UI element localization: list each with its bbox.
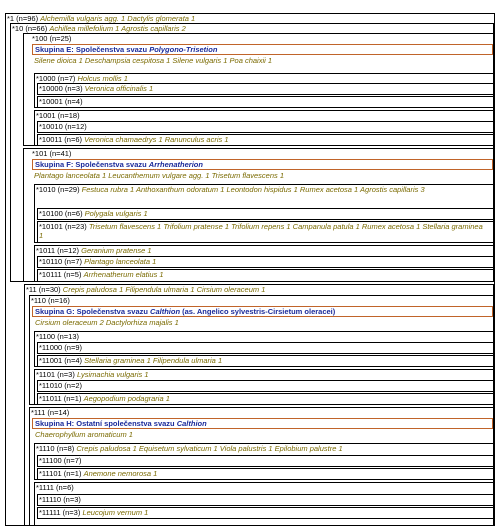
node-11100-id: *11100 (n=7) xyxy=(39,456,82,465)
node-11101-id: *11101 (n=1) xyxy=(39,469,82,478)
node-10100-species: Polygala vulgaris 1 xyxy=(84,209,148,218)
node-11011-species: Aegopodium podagraria 1 xyxy=(83,394,170,403)
group-e-label: Skupina E: Společenstva svazu xyxy=(35,45,150,54)
node-10110-species: Plantago lanceolata 1 xyxy=(84,257,157,266)
group-g-label: Skupina G: Společenstva svazu xyxy=(35,307,151,316)
node-101-id: *101 (n=41) xyxy=(32,149,72,158)
node-10111 xyxy=(37,269,494,282)
group-e-species: Silene dioica 1 Deschampsia cespitosa 1 Silene vulgaris 1 Poa chaixii 1 xyxy=(34,56,273,65)
node-10-id: *10 (n=66) xyxy=(12,24,48,33)
node-1110-id: *1110 (n=8) xyxy=(36,444,75,453)
node-1011-id: *1011 (n=12) xyxy=(36,246,80,255)
node-11011-id: *11011 (n=1) xyxy=(39,394,82,403)
group-g-alliance: Calthion xyxy=(150,307,181,316)
node-1000-id: *1000 (n=7) xyxy=(36,74,76,83)
node-10011 xyxy=(37,134,494,146)
node-11111-id: *11111 (n=3) xyxy=(39,508,81,517)
group-g-species: Cirsium oleraceum 2 Dactylorhiza majalis 1 xyxy=(35,318,179,327)
node-1111-id: *1111 (n=6) xyxy=(36,483,74,492)
node-1101-id: *1101 (n=3) xyxy=(36,370,75,379)
node-10000-species: Veronica officinalis 1 xyxy=(84,84,154,93)
node-100-id: *100 (n=25) xyxy=(32,34,72,43)
node-10010 xyxy=(37,121,494,133)
node-11011 xyxy=(37,393,494,405)
node-10110-id: *10110 (n=7) xyxy=(39,257,83,266)
node-10011-species: Veronica chamaedrys 1 Ranunculus acris 1 xyxy=(84,135,229,144)
node-10100-id: *10100 (n=6) xyxy=(39,209,83,218)
node-1010-id: *1010 (n=29) xyxy=(36,185,80,194)
node-1110-species: Crepis paludosa 1 Equisetum sylvaticum 1 Viola palustris 1 Epilobium palustre 1 xyxy=(76,444,343,453)
node-11000 xyxy=(37,342,494,354)
node-1010-species: Festuca rubra 1 Anthoxanthum odoratum 1 Leontodon hispidus 1 Rumex acetosa 1 Agrostis capillaris 3 xyxy=(81,185,425,194)
node-10110 xyxy=(37,256,494,268)
group-g-header xyxy=(32,306,493,317)
node-1001-id: *1001 (n=18) xyxy=(36,111,80,120)
group-f-header xyxy=(32,159,493,170)
node-110-id: *110 (n=16) xyxy=(31,296,70,305)
node-10010-id: *10010 (n=12) xyxy=(39,122,87,131)
node-11-species: Crepis paludosa 1 Filipendula ulmaria 1 Cirsium oleraceum 1 xyxy=(62,285,266,294)
group-h-label: Skupina H: Ostatní společenstva svazu xyxy=(35,419,177,428)
node-11100 xyxy=(37,455,494,467)
node-11111 xyxy=(37,507,494,519)
group-f-label: Skupina F: Společenstva svazu xyxy=(35,160,149,169)
node-11000-id: *11000 (n=9) xyxy=(39,343,83,352)
node-10000 xyxy=(37,83,494,95)
node-11010-id: *11010 (n=2) xyxy=(39,381,83,390)
node-10100 xyxy=(37,208,494,220)
node-10001 xyxy=(37,96,494,108)
group-g-suffix: (as. Angelico sylvestris-Cirsietum oleracei) xyxy=(180,307,336,316)
node-10111-species: Arrhenatherum elatius 1 xyxy=(83,270,164,279)
node-11101 xyxy=(37,468,494,480)
node-1100-id: *1100 (n=13) xyxy=(36,332,80,341)
group-e-header xyxy=(32,44,493,55)
node-10111-id: *10111 (n=5) xyxy=(39,270,82,279)
group-h-species: Chaerophyllum aromaticum 1 xyxy=(35,430,133,439)
node-1-id: *1 (n=96) xyxy=(7,14,39,23)
node-11001-id: *11001 (n=4) xyxy=(39,356,83,365)
node-1101-species: Lysimachia vulgaris 1 xyxy=(76,370,149,379)
node-11110 xyxy=(37,494,494,506)
group-f-alliance: Arrhenatherion xyxy=(148,160,203,169)
node-11001-species: Stellaria graminea 1 Filipendula ulmaria 1 xyxy=(84,356,223,365)
group-f-species: Plantago lanceolata 1 Leucanthemum vulgare agg. 1 Trisetum flavescens 1 xyxy=(34,171,285,180)
node-11110-id: *11110 (n=3) xyxy=(39,495,81,504)
node-11111-species: Leucojum vernum 1 xyxy=(82,508,149,517)
node-10001-id: *10001 (n=4) xyxy=(39,97,83,106)
node-10011-id: *10011 (n=6) xyxy=(39,135,83,144)
node-11001 xyxy=(37,355,494,367)
group-e-alliance: Polygono-Trisetion xyxy=(149,45,218,54)
node-111-id: *111 (n=14) xyxy=(31,408,70,417)
node-10101 xyxy=(37,221,494,243)
node-10101-species: Trisetum flavescens 1 Trifolium pratense 1 Trifolium repens 1 Campanula patula 1 Rumex acetosa 1 Stellaria graminea 1 xyxy=(39,222,483,240)
group-h-alliance: Calthion xyxy=(176,419,207,428)
node-10101-id: *10101 (n=23) xyxy=(39,222,87,231)
node-10-species: Achillea millefolium 1 Agrostis capillaris 2 xyxy=(49,24,186,33)
node-1000-species: Holcus mollis 1 xyxy=(77,74,128,83)
node-11101-species: Anemone nemorosa 1 xyxy=(83,469,158,478)
group-h-header xyxy=(32,418,493,429)
node-11-id: *11 (n=30) xyxy=(26,285,61,294)
node-10000-id: *10000 (n=3) xyxy=(39,84,83,93)
node-1-species: Alchemilla vulgaris agg. 1 Dactylis glomerata 1 xyxy=(40,14,196,23)
node-11010 xyxy=(37,380,494,392)
node-1011-species: Geranium pratense 1 xyxy=(81,246,152,255)
